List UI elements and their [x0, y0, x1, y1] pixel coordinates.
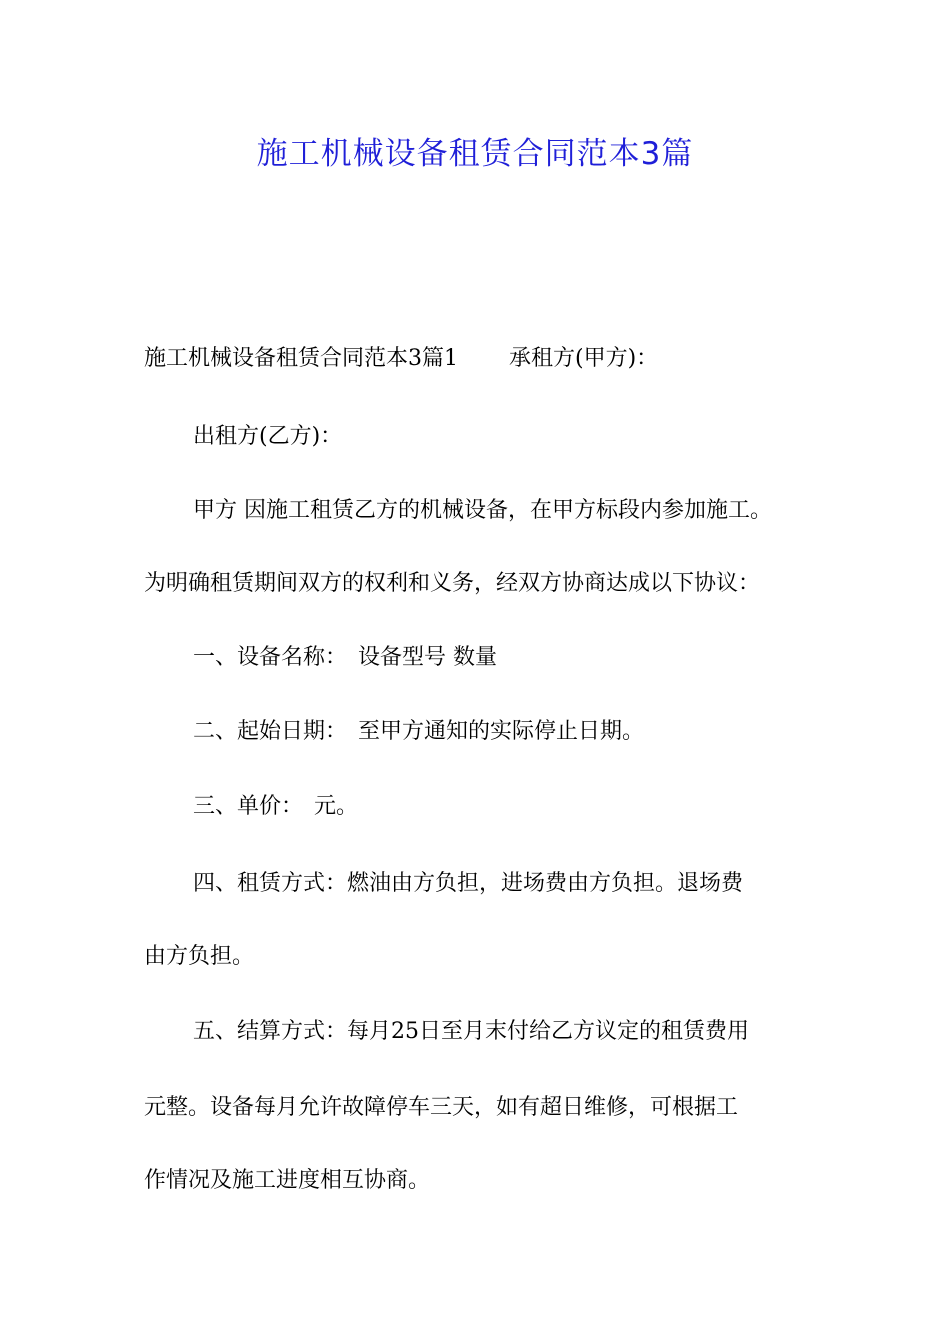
paragraph-line-clause-3: 三、单价： 元。 [193, 794, 359, 819]
paragraph-line-clause-5a: 五、结算方式：每月25日至月末付给乙方议定的租赁费用 [193, 1019, 749, 1044]
paragraph-line-clause-2: 二、起始日期： 至甲方通知的实际停止日期。 [193, 719, 645, 744]
paragraph-line-intro-2: 为明确租赁期间双方的权利和义务，经双方协商达成以下协议： [144, 571, 761, 596]
paragraph-line-clause-1: 一、设备名称： 设备型号 数量 [193, 645, 497, 670]
paragraph-line-lessor: 出租方(乙方)： [193, 424, 343, 449]
paragraph-line-clause-4a: 四、租赁方式：燃油由方负担，进场费由方负担。退场费 [193, 871, 744, 896]
paragraph-line-clause-5b: 元整。设备每月允许故障停车三天，如有超日维修，可根据工 [144, 1095, 739, 1120]
paragraph-line-intro-1: 甲方 因施工租赁乙方的机械设备，在甲方标段内参加施工。 [193, 498, 772, 523]
document-title: 施工机械设备租赁合同范本3篇 [256, 136, 694, 172]
paragraph-line-clause-4b: 由方负担。 [144, 944, 255, 969]
paragraph-line-heading: 施工机械设备租赁合同范本3篇1 承租方(甲方)： [144, 346, 659, 371]
paragraph-line-clause-5c: 作情况及施工进度相互协商。 [144, 1168, 431, 1193]
